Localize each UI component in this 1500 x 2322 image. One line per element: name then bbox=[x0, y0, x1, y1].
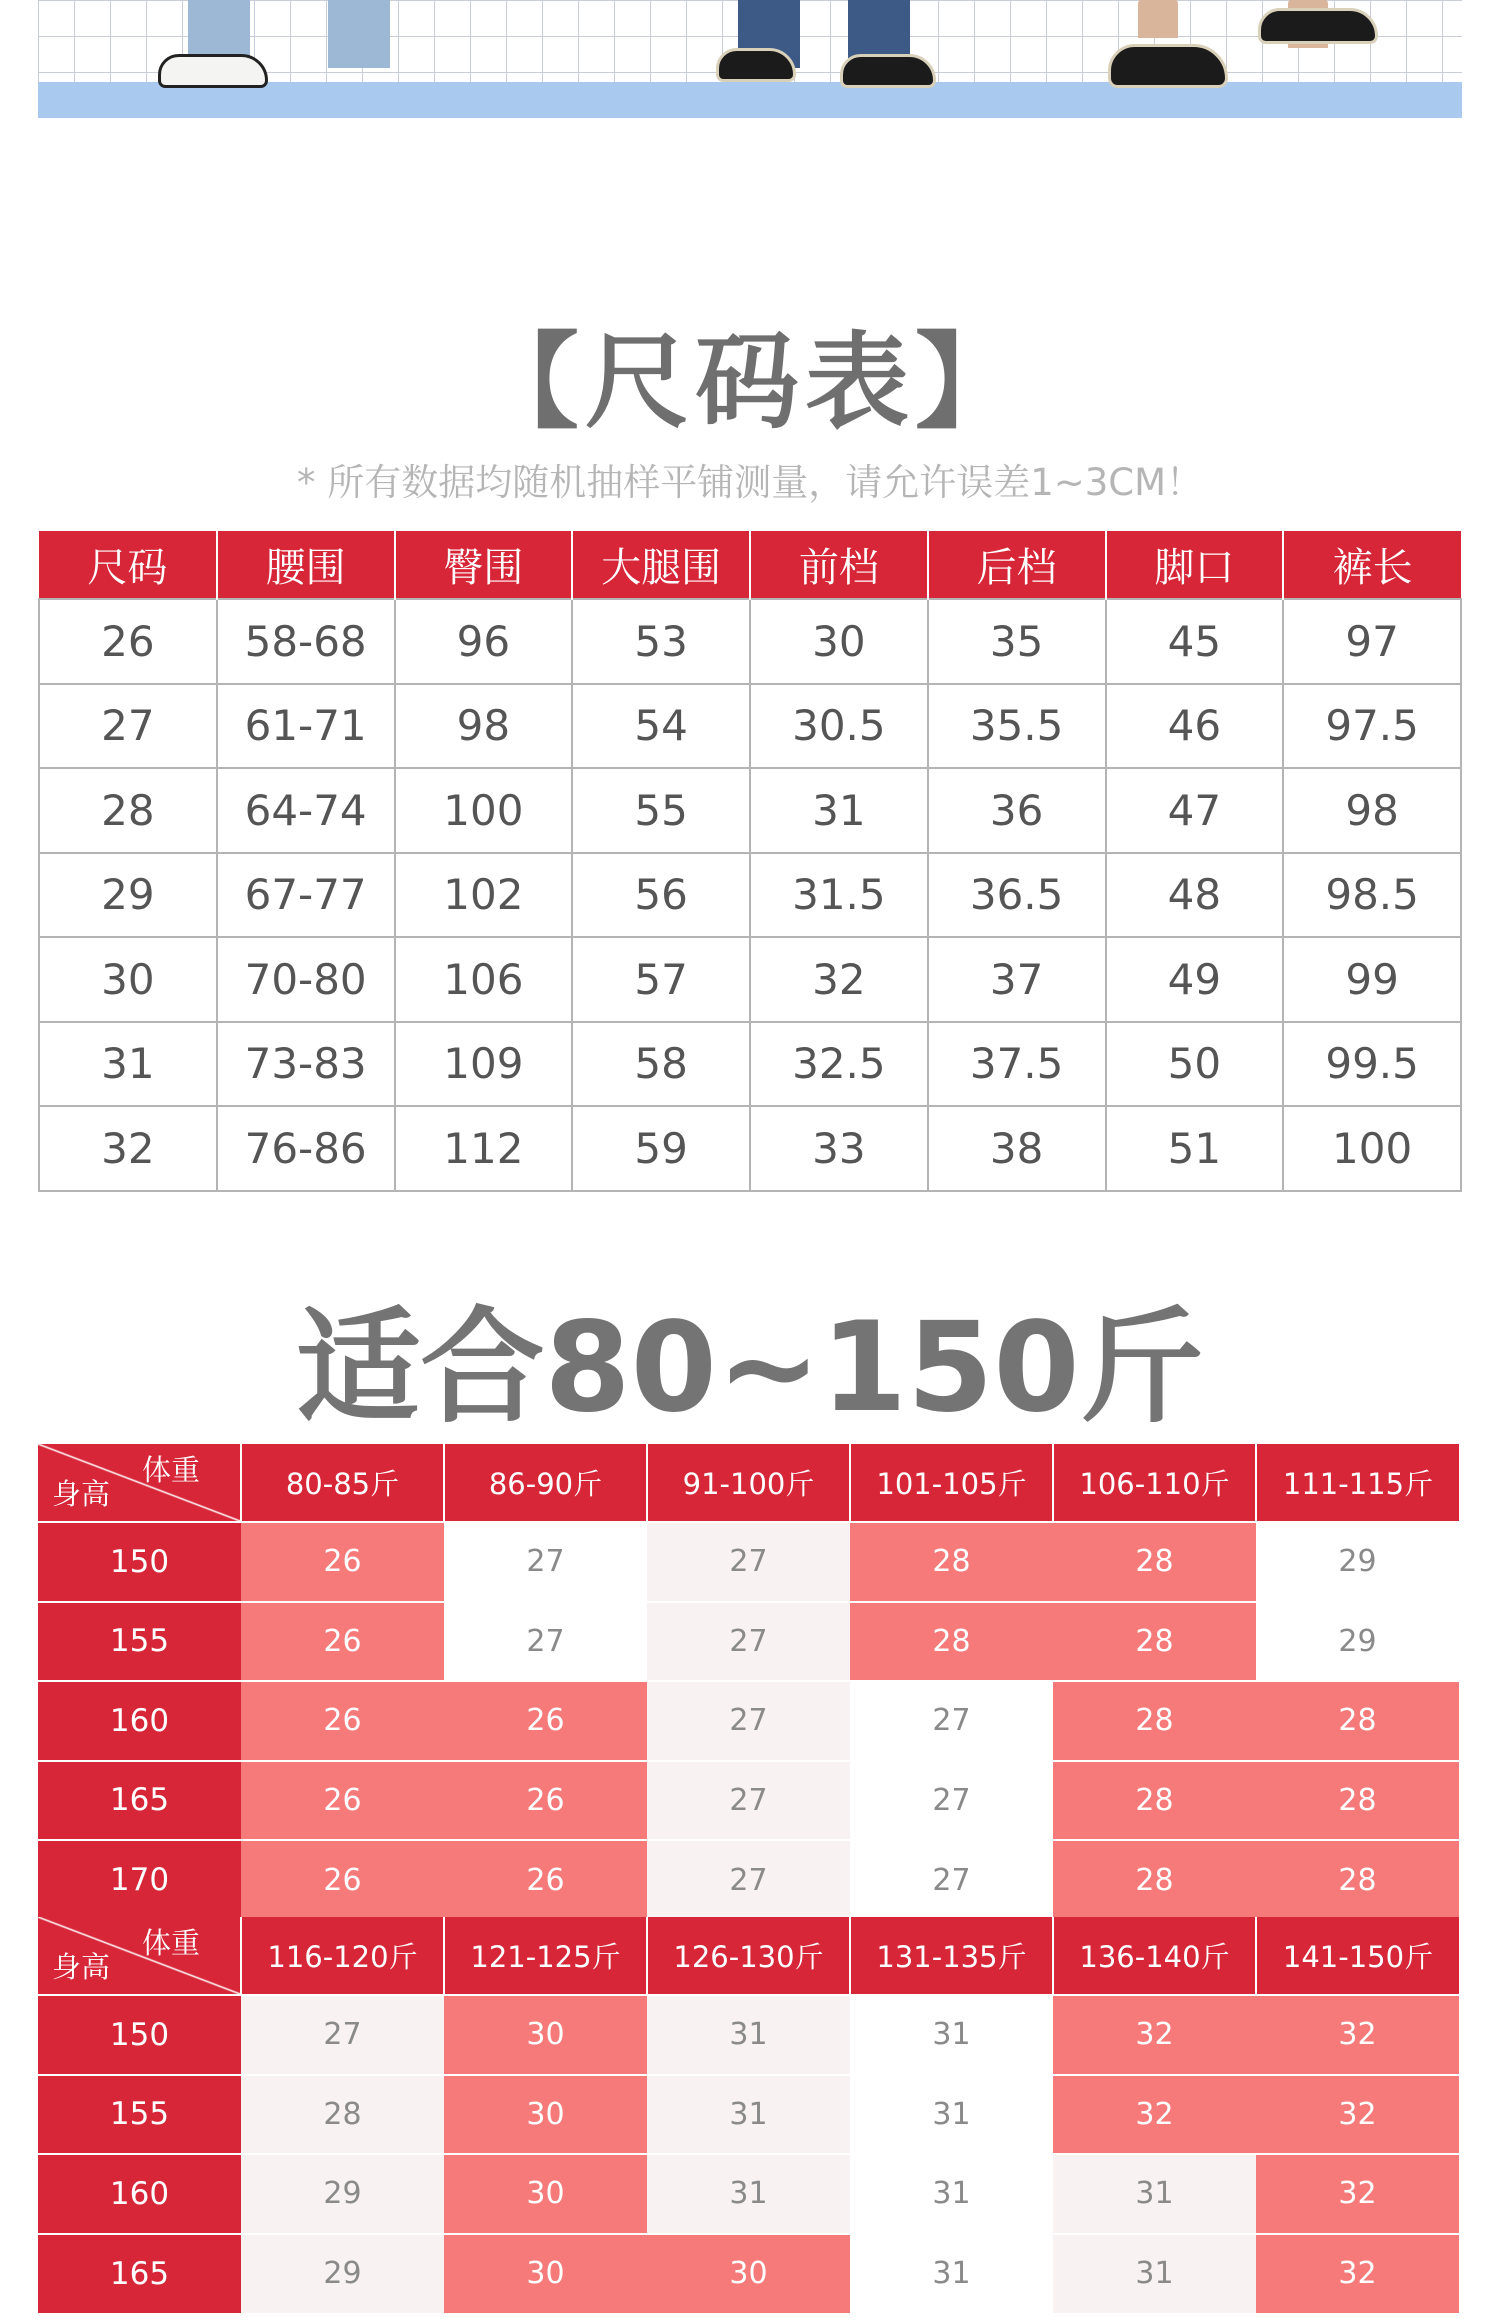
rec2-header-row bbox=[38, 1917, 1459, 1995]
measurement-cell: 31 bbox=[750, 768, 928, 853]
recommended-size-cell: 28 bbox=[1053, 1602, 1256, 1682]
measurement-cell: 37.5 bbox=[928, 1022, 1106, 1107]
recommended-size-cell: 28 bbox=[850, 1522, 1053, 1602]
measurement-cell: 97.5 bbox=[1283, 684, 1461, 769]
weight-range-title: 适合80~150斤 bbox=[296, 1296, 1204, 1440]
recommendation-row bbox=[38, 1761, 1459, 1841]
measurement-cell: 30.5 bbox=[750, 684, 928, 769]
size-cell: 26 bbox=[39, 599, 217, 684]
height-cell: 155 bbox=[38, 1602, 241, 1682]
corner-height-label: 身高 bbox=[52, 1477, 111, 1511]
rec1-corner-cell bbox=[38, 1444, 241, 1522]
measurement-cell: 64-74 bbox=[217, 768, 395, 853]
recommended-size-cell: 27 bbox=[241, 1995, 444, 2075]
corner-weight-label: 体重 bbox=[141, 1926, 200, 1960]
rec1-weight-header: 86-90斤 bbox=[444, 1444, 647, 1522]
rec2-weight-header: 116-120斤 bbox=[241, 1917, 444, 1995]
recommended-size-cell: 28 bbox=[241, 2075, 444, 2155]
measurement-cell: 59 bbox=[572, 1106, 750, 1191]
recommended-size-cell: 28 bbox=[1053, 1840, 1256, 1920]
rec1-weight-header: 106-110斤 bbox=[1053, 1444, 1256, 1522]
recommended-size-cell: 32 bbox=[1256, 2234, 1459, 2314]
measurement-cell: 55 bbox=[572, 768, 750, 853]
recommended-size-cell: 31 bbox=[1053, 2234, 1256, 2314]
header-size: 尺码 bbox=[39, 531, 217, 599]
measurement-cell: 109 bbox=[395, 1022, 573, 1107]
recommended-size-cell: 27 bbox=[850, 1681, 1053, 1761]
corner-weight-label: 体重 bbox=[141, 1453, 200, 1487]
measurement-cell: 58 bbox=[572, 1022, 750, 1107]
recommended-size-cell: 31 bbox=[850, 1995, 1053, 2075]
recommended-size-cell: 29 bbox=[1256, 1602, 1459, 1682]
measurement-cell: 96 bbox=[395, 599, 573, 684]
measurement-cell: 54 bbox=[572, 684, 750, 769]
measurement-cell: 102 bbox=[395, 853, 573, 938]
measurement-cell: 112 bbox=[395, 1106, 573, 1191]
size-cell: 30 bbox=[39, 937, 217, 1022]
size-chart-title: 【尺码表】 bbox=[474, 321, 1025, 443]
size-table-row bbox=[39, 1106, 1461, 1191]
measurement-cell: 35.5 bbox=[928, 684, 1106, 769]
recommended-size-cell: 28 bbox=[1256, 1681, 1459, 1761]
measurement-cell: 36 bbox=[928, 768, 1106, 853]
measurement-cell: 67-77 bbox=[217, 853, 395, 938]
recommendation-row bbox=[38, 2075, 1459, 2155]
measurement-cell: 46 bbox=[1106, 684, 1284, 769]
recommended-size-cell: 30 bbox=[647, 2234, 850, 2314]
recommendation-row bbox=[38, 1681, 1459, 1761]
measurement-cell: 73-83 bbox=[217, 1022, 395, 1107]
measurement-cell: 97 bbox=[1283, 599, 1461, 684]
rec1-weight-header: 101-105斤 bbox=[850, 1444, 1053, 1522]
recommended-size-cell: 27 bbox=[444, 1522, 647, 1602]
measurement-cell: 53 bbox=[572, 599, 750, 684]
recommended-size-cell: 27 bbox=[850, 1761, 1053, 1841]
recommended-size-cell: 29 bbox=[1256, 1522, 1459, 1602]
rec2-weight-header: 126-130斤 bbox=[647, 1917, 850, 1995]
measurement-cell: 48 bbox=[1106, 853, 1284, 938]
recommended-size-cell: 28 bbox=[1256, 1761, 1459, 1841]
height-cell: 170 bbox=[38, 1840, 241, 1920]
rec1-weight-header: 111-115斤 bbox=[1256, 1444, 1459, 1522]
recommendation-row bbox=[38, 1602, 1459, 1682]
recommended-size-cell: 26 bbox=[241, 1522, 444, 1602]
measurement-cell: 32 bbox=[750, 937, 928, 1022]
recommended-size-cell: 29 bbox=[241, 2154, 444, 2234]
header-front-rise: 前档 bbox=[750, 531, 928, 599]
size-recommendation-table-2 bbox=[38, 1917, 1459, 2313]
measurement-cell: 30 bbox=[750, 599, 928, 684]
recommended-size-cell: 32 bbox=[1053, 2075, 1256, 2155]
size-cell: 29 bbox=[39, 853, 217, 938]
recommended-size-cell: 30 bbox=[444, 2075, 647, 2155]
recommended-size-cell: 31 bbox=[850, 2154, 1053, 2234]
recommended-size-cell: 31 bbox=[647, 1995, 850, 2075]
size-table-row bbox=[39, 684, 1461, 769]
measurement-cell: 98 bbox=[1283, 768, 1461, 853]
recommended-size-cell: 31 bbox=[647, 2154, 850, 2234]
measurement-cell: 98 bbox=[395, 684, 573, 769]
measurement-cell: 106 bbox=[395, 937, 573, 1022]
recommended-size-cell: 27 bbox=[850, 1840, 1053, 1920]
measurement-cell: 61-71 bbox=[217, 684, 395, 769]
measurement-cell: 36.5 bbox=[928, 853, 1106, 938]
height-cell: 165 bbox=[38, 1761, 241, 1841]
corner-height-label: 身高 bbox=[52, 1950, 111, 1984]
measurement-cell: 45 bbox=[1106, 599, 1284, 684]
recommended-size-cell: 28 bbox=[1053, 1681, 1256, 1761]
recommended-size-cell: 27 bbox=[647, 1681, 850, 1761]
measurement-cell: 98.5 bbox=[1283, 853, 1461, 938]
measurement-cell: 50 bbox=[1106, 1022, 1284, 1107]
recommendation-row bbox=[38, 2234, 1459, 2314]
recommended-size-cell: 32 bbox=[1256, 2075, 1459, 2155]
height-cell: 150 bbox=[38, 1522, 241, 1602]
header-waist: 腰围 bbox=[217, 531, 395, 599]
measurement-cell: 37 bbox=[928, 937, 1106, 1022]
size-cell: 28 bbox=[39, 768, 217, 853]
recommended-size-cell: 27 bbox=[647, 1840, 850, 1920]
size-cell: 32 bbox=[39, 1106, 217, 1191]
size-table-row bbox=[39, 937, 1461, 1022]
recommended-size-cell: 27 bbox=[647, 1602, 850, 1682]
recommended-size-cell: 28 bbox=[1256, 1840, 1459, 1920]
header-thigh: 大腿围 bbox=[572, 531, 750, 599]
height-cell: 165 bbox=[38, 2234, 241, 2314]
recommended-size-cell: 26 bbox=[241, 1840, 444, 1920]
recommended-size-cell: 31 bbox=[647, 2075, 850, 2155]
measurement-cell: 100 bbox=[1283, 1106, 1461, 1191]
measurement-cell: 100 bbox=[395, 768, 573, 853]
rec2-corner-cell bbox=[38, 1917, 241, 1995]
measurement-cell: 99 bbox=[1283, 937, 1461, 1022]
measurement-cell: 33 bbox=[750, 1106, 928, 1191]
recommended-size-cell: 30 bbox=[444, 2154, 647, 2234]
height-cell: 160 bbox=[38, 1681, 241, 1761]
recommended-size-cell: 26 bbox=[444, 1761, 647, 1841]
header-length: 裤长 bbox=[1283, 531, 1461, 599]
measurement-cell: 49 bbox=[1106, 937, 1284, 1022]
measurement-note: * 所有数据均随机抽样平铺测量，请允许误差1~3CM！ bbox=[296, 461, 1204, 504]
recommendation-row bbox=[38, 1840, 1459, 1920]
size-chart-table bbox=[38, 531, 1462, 1192]
header-hip: 臀围 bbox=[395, 531, 573, 599]
header-back-rise: 后档 bbox=[928, 531, 1106, 599]
recommended-size-cell: 31 bbox=[1053, 2154, 1256, 2234]
model-photo-2 bbox=[728, 0, 948, 88]
recommended-size-cell: 32 bbox=[1256, 2154, 1459, 2234]
recommended-size-cell: 26 bbox=[241, 1761, 444, 1841]
measurement-cell: 47 bbox=[1106, 768, 1284, 853]
recommended-size-cell: 29 bbox=[241, 2234, 444, 2314]
measurement-cell: 99.5 bbox=[1283, 1022, 1461, 1107]
measurement-cell: 58-68 bbox=[217, 599, 395, 684]
recommended-size-cell: 27 bbox=[444, 1602, 647, 1682]
size-table-row bbox=[39, 768, 1461, 853]
height-cell: 160 bbox=[38, 2154, 241, 2234]
rec1-header-row bbox=[38, 1444, 1459, 1522]
measurement-cell: 35 bbox=[928, 599, 1106, 684]
recommendation-row bbox=[38, 1995, 1459, 2075]
measurement-cell: 31.5 bbox=[750, 853, 928, 938]
recommendation-row bbox=[38, 2154, 1459, 2234]
header-leg-opening: 脚口 bbox=[1106, 531, 1284, 599]
measurement-cell: 70-80 bbox=[217, 937, 395, 1022]
size-table-header-row bbox=[39, 531, 1461, 599]
rec2-weight-header: 141-150斤 bbox=[1256, 1917, 1459, 1995]
recommended-size-cell: 30 bbox=[444, 1995, 647, 2075]
rec1-weight-header: 91-100斤 bbox=[647, 1444, 850, 1522]
recommended-size-cell: 26 bbox=[444, 1840, 647, 1920]
rec1-weight-header: 80-85斤 bbox=[241, 1444, 444, 1522]
recommended-size-cell: 26 bbox=[241, 1602, 444, 1682]
rec2-weight-header: 131-135斤 bbox=[850, 1917, 1053, 1995]
product-photo-strip bbox=[38, 0, 1462, 118]
measurement-cell: 57 bbox=[572, 937, 750, 1022]
measurement-cell: 76-86 bbox=[217, 1106, 395, 1191]
size-table-row bbox=[39, 1022, 1461, 1107]
size-cell: 27 bbox=[39, 684, 217, 769]
recommended-size-cell: 32 bbox=[1256, 1995, 1459, 2075]
size-cell: 31 bbox=[39, 1022, 217, 1107]
recommended-size-cell: 27 bbox=[647, 1761, 850, 1841]
measurement-cell: 32.5 bbox=[750, 1022, 928, 1107]
recommended-size-cell: 28 bbox=[1053, 1522, 1256, 1602]
recommended-size-cell: 27 bbox=[647, 1522, 850, 1602]
recommended-size-cell: 32 bbox=[1053, 1995, 1256, 2075]
recommended-size-cell: 26 bbox=[444, 1681, 647, 1761]
model-photo-1 bbox=[168, 0, 428, 88]
measurement-cell: 51 bbox=[1106, 1106, 1284, 1191]
recommended-size-cell: 31 bbox=[850, 2234, 1053, 2314]
recommended-size-cell: 28 bbox=[1053, 1761, 1256, 1841]
height-cell: 150 bbox=[38, 1995, 241, 2075]
recommended-size-cell: 28 bbox=[850, 1602, 1053, 1682]
rec2-weight-header: 121-125斤 bbox=[444, 1917, 647, 1995]
rec2-weight-header: 136-140斤 bbox=[1053, 1917, 1256, 1995]
size-recommendation-table-1 bbox=[38, 1444, 1459, 1920]
model-photo-3 bbox=[1098, 0, 1398, 88]
recommended-size-cell: 26 bbox=[241, 1681, 444, 1761]
recommendation-row bbox=[38, 1522, 1459, 1602]
size-table-row bbox=[39, 599, 1461, 684]
measurement-cell: 38 bbox=[928, 1106, 1106, 1191]
recommended-size-cell: 30 bbox=[444, 2234, 647, 2314]
recommended-size-cell: 31 bbox=[850, 2075, 1053, 2155]
size-table-row bbox=[39, 853, 1461, 938]
height-cell: 155 bbox=[38, 2075, 241, 2155]
measurement-cell: 56 bbox=[572, 853, 750, 938]
